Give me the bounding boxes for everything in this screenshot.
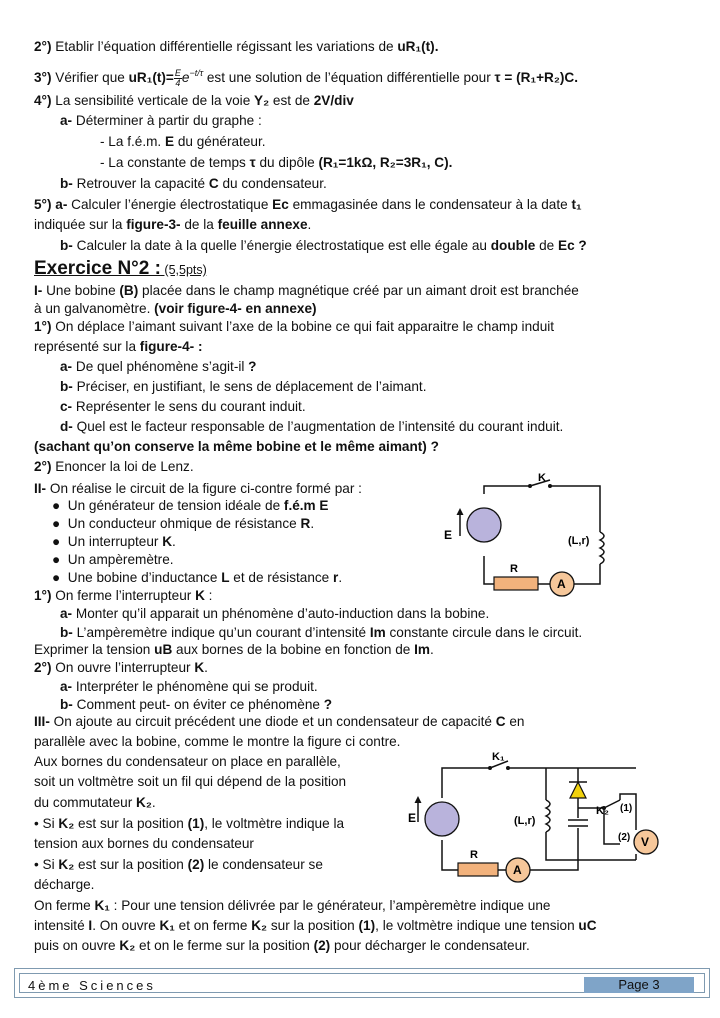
p3-9-text: décharge.	[34, 877, 95, 892]
wire-bottom-right	[574, 564, 600, 584]
p2q2b-bold: ?	[323, 697, 333, 712]
wire-top-left	[442, 768, 490, 798]
q4b-bold: C	[208, 176, 219, 191]
p2b2-text2: aux bornes de la bobine en fonction de	[172, 642, 415, 657]
p2q2b-text: Comment peut- on éviter ce phénomène	[72, 697, 324, 712]
p3-text: On ajoute au circuit précédent une diode et un condensateur de capacité	[49, 714, 496, 729]
q5b-text2: de	[535, 238, 558, 253]
exercise-points: (5,5pts)	[160, 263, 207, 277]
part-1-intro-cont	[34, 300, 317, 318]
part-3-intro	[34, 713, 524, 731]
p1q1-text: On déplace l’aimant suivant l’axe de la bobine ce qui fait apparaitre le champ induit	[51, 319, 555, 334]
part-2-item: ● Un conducteur ohmique de résistance R.	[52, 516, 315, 531]
label-k2: K₂	[596, 805, 609, 817]
p2q2-text2: .	[204, 660, 208, 675]
part-2-item: ● Une bobine d’inductance L et de résistance r.	[52, 570, 343, 585]
p2q2-bold: K	[194, 660, 205, 675]
p3-12-text2: et on le ferme sur la position	[135, 938, 314, 953]
p1a-bold: ?	[248, 359, 257, 374]
label-lr: (L,r)	[514, 815, 536, 827]
p1b-label: b-	[60, 379, 73, 394]
part-3-line	[34, 937, 530, 955]
footer-inner	[19, 973, 705, 993]
label-pos2: (2)	[618, 832, 631, 843]
part-2-q2	[34, 659, 208, 677]
item-text: Une bobine d’inductance	[67, 570, 222, 585]
q5a-bold: Ec	[272, 197, 289, 212]
q4b-text: Retrouver la capacité	[72, 176, 209, 191]
p2b2-bold: uB	[154, 642, 173, 657]
generator-icon	[425, 802, 459, 836]
resistor-icon	[458, 863, 498, 876]
coil-icon	[546, 800, 550, 832]
item-text: Un conducteur ohmique de résistance	[67, 516, 301, 531]
question-4a-2	[100, 154, 452, 172]
q3-text1: Vérifier que	[51, 70, 129, 85]
p2b2-text3: .	[430, 642, 434, 657]
part-2-intro	[34, 480, 362, 498]
part-3-line	[34, 876, 94, 894]
p3-10-bold: K₁	[94, 898, 110, 913]
item-text2: .	[310, 516, 315, 531]
p3-11-text5: , le voltmètre indique une tension	[375, 918, 579, 933]
exercise-2-title	[34, 258, 207, 280]
p2b-bold: Im	[369, 625, 386, 640]
q4-number: 4°)	[34, 93, 52, 108]
page-footer	[14, 968, 710, 998]
part-3-line	[34, 733, 400, 751]
p1-2-bold: (voir figure-4- en annexe)	[154, 301, 317, 316]
label-r: R	[470, 849, 478, 861]
q3-number: 3°)	[34, 70, 52, 85]
exercise-title-text: Exercice N°2 :	[34, 258, 161, 279]
q4-sensitivity: 2V/div	[313, 93, 354, 108]
part-2-b-cont	[34, 641, 434, 659]
p2q2a-label: a-	[60, 679, 73, 694]
p3-6-text2: est sur la position	[74, 816, 188, 831]
q4a2-text2: du dipôle	[255, 155, 319, 170]
p3-11-bold: I	[88, 918, 93, 933]
p2q2-number: 2°)	[34, 660, 52, 675]
diode-icon	[570, 782, 586, 798]
wire-top-left	[484, 486, 530, 494]
circuit-figure-rlc	[406, 748, 676, 886]
p3-8-text: • Si	[34, 857, 59, 872]
part-3-line	[34, 753, 341, 771]
footer-level: 4ème Sciences	[28, 978, 156, 993]
question-5b	[60, 237, 587, 255]
part-1-c	[60, 398, 306, 416]
label-lr: (L,r)	[568, 535, 590, 547]
coil-icon	[600, 532, 604, 564]
p3-7-text: tension aux bornes du condensateur	[34, 836, 254, 851]
p1d-text: Quel est le facteur responsable de l’augmentation de l’intensité du courant induit.	[72, 419, 564, 434]
part-3-line	[34, 773, 346, 791]
q4-text2: est de	[269, 93, 314, 108]
item-text3: .	[338, 570, 343, 585]
q4b-text2: du condensateur.	[218, 176, 327, 191]
q4-voie: Y₂	[254, 93, 270, 108]
p1a-text: De quel phénomène s’agit-il	[72, 359, 249, 374]
question-2	[34, 38, 438, 56]
p3-12-text3: pour décharger le condensateur.	[330, 938, 530, 953]
p1q1-2-bold: figure-4- :	[139, 339, 203, 354]
part-3-line	[34, 917, 597, 935]
item-text: Un ampèremètre.	[67, 552, 174, 567]
q5a2-text2: de la	[180, 217, 218, 232]
item-bold: f.é.m E	[283, 498, 329, 513]
p1q1-number: 1°)	[34, 319, 52, 334]
p1b-text: Préciser, en justifiant, le sens de déplacement de l’aimant.	[72, 379, 427, 394]
item-bold: K	[162, 534, 173, 549]
part-1-q1	[34, 318, 554, 336]
p3-11-text4: sur la position	[267, 918, 359, 933]
p3-5-text: du commutateur	[34, 795, 136, 810]
item-text: Un interrupteur	[67, 534, 163, 549]
q5a-number: 5°) a-	[34, 197, 68, 212]
part-2-q2-a	[60, 678, 318, 696]
q2-number: 2°)	[34, 39, 52, 54]
question-4b	[60, 175, 327, 193]
p3-2-text: parallèle avec la bobine, comme le montre la figure ci contre.	[34, 734, 401, 749]
q4a-text: Déterminer à partir du graphe :	[72, 113, 262, 128]
p3-5-bold: K₂	[136, 795, 152, 810]
item-bold: R	[300, 516, 311, 531]
p2q1-text: On ferme l’interrupteur	[51, 588, 196, 603]
p3-11-bold5: uC	[578, 918, 597, 933]
p1d-2-bold: (sachant qu’on conserve la même bobine et le même aimant) ?	[34, 439, 439, 454]
p3-12-bold: K₂	[119, 938, 136, 953]
wire-bottom-left	[484, 556, 494, 584]
p3-8-text3: le condensateur se	[204, 857, 323, 872]
label-k1: K₁	[492, 751, 505, 763]
arrow-head-icon	[457, 508, 464, 515]
q4a2-bold2: (R₁=1kΩ, R₂=3R₁, C).	[318, 155, 453, 170]
p1q2-text: Enoncer la loi de Lenz.	[51, 459, 194, 474]
label-r: R	[510, 563, 518, 575]
q2-variable: uR₁(t).	[397, 39, 439, 54]
p3-6-bold: K₂	[58, 816, 75, 831]
p1a-label: a-	[60, 359, 73, 374]
q2-text: Etablir l’équation différentielle régissant les variations de	[51, 39, 398, 54]
p2q2b-label: b-	[60, 697, 73, 712]
q3-variable: uR₁(t)=	[128, 70, 174, 85]
p3-12-bold2: (2)	[313, 938, 331, 953]
q5a-text: Calculer l’énergie électrostatique	[67, 197, 273, 212]
p2b-label: b-	[60, 625, 73, 640]
p3-3-text: Aux bornes du condensateur on place en parallèle,	[34, 754, 341, 769]
p1c-label: c-	[60, 399, 73, 414]
part-3-line	[34, 835, 254, 853]
part-1-q2	[34, 458, 194, 476]
p3-4-text: soit un voltmètre soit un fil qui dépend de la position	[34, 774, 347, 789]
circuit-figure-rl	[438, 472, 618, 602]
part-2-item: ● Un ampèremètre.	[52, 552, 174, 567]
p3-11-text3: et on ferme	[174, 918, 252, 933]
item-text2: .	[172, 534, 176, 549]
q5a2-bold2: feuille annexe	[217, 217, 308, 232]
switch-k-contact-right	[548, 484, 552, 488]
p3-11-text2: . On ouvre	[92, 918, 160, 933]
part-2-item: ● Un interrupteur K.	[52, 534, 176, 549]
q5a2-text3: .	[307, 217, 312, 232]
q5a-bold2: t₁	[571, 197, 582, 212]
question-4a-1	[100, 133, 266, 151]
resistor-icon	[494, 577, 538, 590]
q4a2-bold: τ	[249, 155, 256, 170]
q4-text1: La sensibilité verticale de la voie	[51, 93, 255, 108]
question-4	[34, 92, 354, 110]
p1-bold: (B)	[119, 283, 139, 298]
generator-icon	[467, 508, 501, 542]
part-3-line	[34, 897, 550, 915]
label-e: E	[408, 811, 417, 825]
p1-2-text: à un galvanomètre.	[34, 301, 155, 316]
footer-page-number: Page 3	[584, 977, 694, 993]
part-1-intro	[34, 282, 579, 300]
p2-text: On réalise le circuit de la figure ci-contre formé par :	[46, 481, 362, 496]
p2q2a-text: Interpréter le phénomène qui se produit.	[72, 679, 318, 694]
p3-6-bold2: (1)	[187, 816, 205, 831]
p3-11-bold2: K₁	[159, 918, 175, 933]
p3-8-text2: est sur la position	[74, 857, 188, 872]
p1c-text: Représenter le sens du courant induit.	[72, 399, 306, 414]
p2b-text: L’ampèremètre indique qu’un courant d’intensité	[72, 625, 370, 640]
q5a-text2: emmagasinée dans le condensateur à la date	[288, 197, 572, 212]
q3-fraction	[174, 69, 182, 88]
part-1-d-cont	[34, 438, 439, 456]
label-e: E	[444, 528, 453, 542]
p2q1-number: 1°)	[34, 588, 52, 603]
p3-text2: en	[505, 714, 525, 729]
question-4a	[60, 112, 262, 130]
p2a-text: Monter qu’il apparait un phénomène d’auto-induction dans la bobine.	[72, 606, 490, 621]
q3-exp-base: e	[181, 70, 190, 85]
p2b2-text: Exprimer la tension	[34, 642, 155, 657]
q5b-text: Calculer la date à la quelle l’énergie électrostatique est elle égale au	[72, 238, 491, 253]
part-2-item: ● Un générateur de tension idéale de f.é.m E	[52, 498, 329, 513]
p3-8-bold: K₂	[58, 857, 75, 872]
item-bold: L	[221, 570, 230, 585]
p1q2-number: 2°)	[34, 459, 52, 474]
p3-11-bold3: K₂	[251, 918, 268, 933]
p2q2-text: On ouvre l’interrupteur	[51, 660, 195, 675]
q4b-label: b-	[60, 176, 73, 191]
q3-text2: est une solution de l’équation différentielle pour	[203, 70, 495, 85]
p3-6-text: • Si	[34, 816, 59, 831]
q4a2-text: - La constante de temps	[100, 155, 250, 170]
wire-a-to-node	[530, 860, 578, 870]
part-1-a	[60, 358, 256, 376]
part-1-d	[60, 418, 563, 436]
question-5a-cont	[34, 216, 311, 234]
p2q1-text2: :	[204, 588, 213, 603]
wire-top-right	[550, 486, 600, 532]
part-3-line	[34, 856, 323, 874]
part-2-a	[60, 605, 489, 623]
q3-frac-num: E	[174, 67, 181, 78]
p3-bold: C	[495, 714, 506, 729]
q4a-label: a-	[60, 113, 73, 128]
q4a1-text2: du générateur.	[174, 134, 266, 149]
switch-k1-contact-right	[506, 766, 510, 770]
q5b-label: b-	[60, 238, 73, 253]
item-text2: et de résistance	[229, 570, 334, 585]
p3-11-bold4: (1)	[358, 918, 376, 933]
wire-bottom-left	[442, 840, 458, 870]
part-3-line	[34, 794, 156, 812]
label-a: A	[513, 863, 522, 877]
p1-text: Une bobine	[42, 283, 120, 298]
switch-k-contact-left	[528, 484, 532, 488]
arrow-head-icon	[415, 796, 422, 803]
part-2-b	[60, 624, 582, 642]
p3-6-text3: , le voltmètre indique la	[204, 816, 345, 831]
p1d-label: d-	[60, 419, 73, 434]
q3-frac-den: 4	[175, 77, 181, 88]
p3-10-text2: : Pour une tension délivrée par le générateur, l’ampèremètre indique une	[109, 898, 551, 913]
p3-12-text: puis on ouvre	[34, 938, 120, 953]
part-1-q1-cont	[34, 338, 202, 356]
part-3-line	[34, 815, 344, 833]
p2-label: II-	[34, 481, 47, 496]
p1q1-2-text: représenté sur la	[34, 339, 140, 354]
p3-10-text: On ferme	[34, 898, 95, 913]
q5b-bold: double	[490, 238, 536, 253]
item-text: Un générateur de tension idéale de	[67, 498, 284, 513]
label-pos1: (1)	[620, 803, 633, 814]
q4a1-text: - La f.é.m.	[100, 134, 165, 149]
p1-text2: placée dans le champ magnétique créé par un aimant droit est branchée	[138, 283, 579, 298]
p3-11-text: intensité	[34, 918, 89, 933]
item-bold2: r	[333, 570, 339, 585]
part-2-q1	[34, 587, 212, 605]
p2b-text2: constante circule dans le circuit.	[385, 625, 583, 640]
q3-exponent: −t/τ	[189, 68, 204, 78]
label-k: K	[538, 472, 546, 484]
p3-8-bold2: (2)	[187, 857, 205, 872]
part-2-q2-b	[60, 696, 332, 714]
part-1-b	[60, 378, 426, 396]
p3-label: III-	[34, 714, 50, 729]
question-5a	[34, 196, 582, 214]
question-3	[34, 64, 578, 88]
q4a1-bold: E	[164, 134, 175, 149]
q5a2-bold: figure-3-	[126, 217, 181, 232]
p1-label: I-	[34, 283, 43, 298]
p2b2-bold2: Im	[414, 642, 430, 657]
label-a: A	[557, 577, 566, 591]
q3-condition: τ = (R₁+R₂)C.	[494, 70, 578, 85]
q5b-bold2: Ec ?	[558, 238, 587, 253]
switch-k1-contact-left	[488, 766, 492, 770]
label-v: V	[641, 835, 650, 849]
p2q1-bold: K	[195, 588, 205, 603]
q5a2-text: indiquée sur la	[34, 217, 127, 232]
p3-5-text2: .	[151, 795, 156, 810]
p2a-label: a-	[60, 606, 73, 621]
